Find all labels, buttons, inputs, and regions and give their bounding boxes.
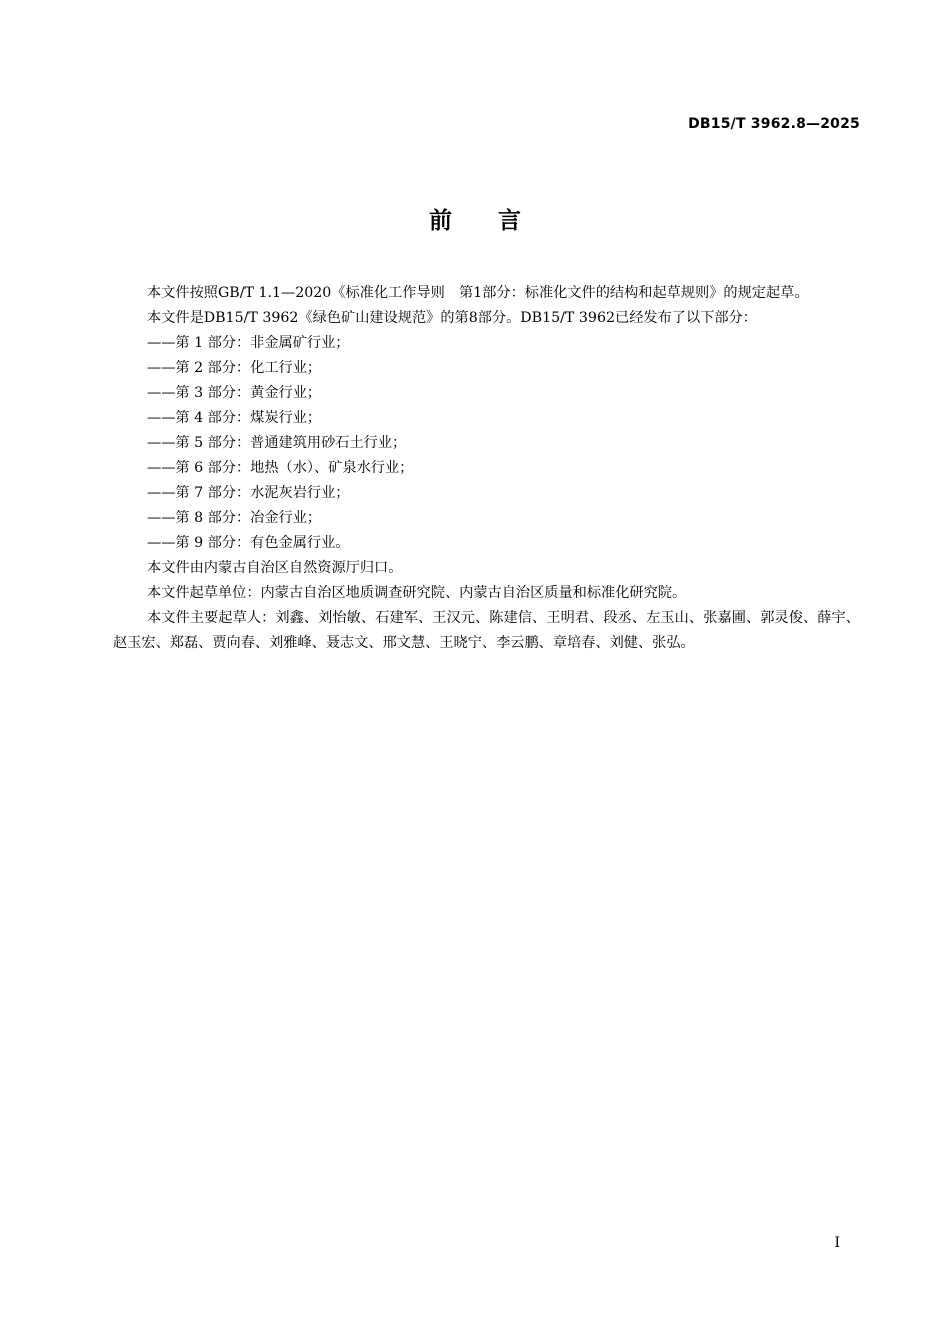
paragraph-drafters: 本文件主要起草人：刘鑫、刘怡敏、石建军、王汉元、陈建信、王明君、段丞、左玉山、张嘉圃、郭灵俊、薛宇、赵玉宏、郑磊、贾向春、刘雅峰、聂志文、邢文慧、王晓宁、李云鹏、章培春、刘健、张弘。 <box>113 610 860 651</box>
title-char-1: 前 <box>429 208 452 234</box>
list-item: ——第 6 部分：地热（水）、矿泉水行业； <box>147 460 414 476</box>
list-item: ——第 5 部分：普通建筑用砂石土行业； <box>147 435 407 451</box>
document-code: DB15/T 3962.8—2025 <box>688 116 860 132</box>
list-item: ——第 2 部分：化工行业； <box>147 360 322 376</box>
paragraph-responsible-dept: 本文件由内蒙古自治区自然资源厅归口。 <box>147 560 403 576</box>
paragraph-drafting-rules: 本文件按照GB/T 1.1—2020《标准化工作导则 第1部分：标准化文件的结构和起草规则》的规定起草。 <box>147 285 809 301</box>
list-item: ——第 3 部分：黄金行业； <box>147 385 322 401</box>
foreword-body <box>113 281 860 656</box>
paragraph-drafting-units: 本文件起草单位：内蒙古自治区地质调查研究院、内蒙古自治区质量和标准化研究院。 <box>147 585 687 601</box>
paragraph-series-intro: 本文件是DB15/T 3962《绿色矿山建设规范》的第8部分。DB15/T 3962已经发布了以下部分： <box>147 310 757 326</box>
list-item: ——第 9 部分：有色金属行业。 <box>147 535 350 551</box>
page-number: I <box>834 1235 840 1251</box>
title-char-2: 言 <box>498 208 521 234</box>
page-title <box>0 202 950 235</box>
list-item: ——第 7 部分：水泥灰岩行业； <box>147 485 350 501</box>
list-item: ——第 8 部分：冶金行业； <box>147 510 322 526</box>
list-item: ——第 1 部分：非金属矿行业； <box>147 335 350 351</box>
list-item: ——第 4 部分：煤炭行业； <box>147 410 322 426</box>
